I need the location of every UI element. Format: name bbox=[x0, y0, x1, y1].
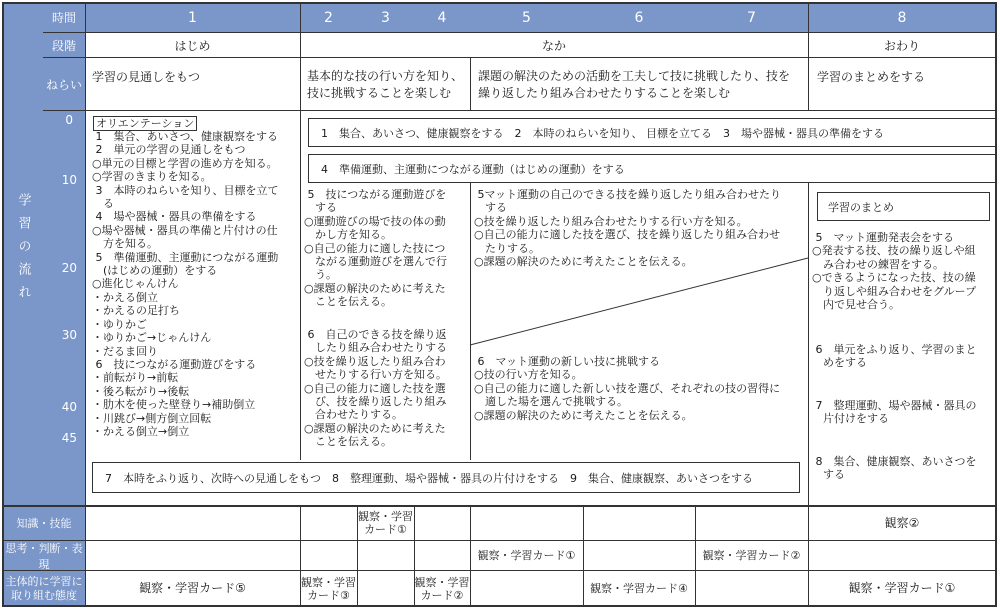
flow-line: する bbox=[474, 201, 507, 215]
stage-middle: なか bbox=[541, 38, 566, 53]
period2-4-flow-a bbox=[304, 188, 447, 309]
flow-line: り返しや組み合わせをグループ bbox=[812, 284, 977, 298]
eval-label-thinking: 思考・判断・表現 bbox=[3, 541, 85, 570]
period2-4-flow-b bbox=[304, 328, 447, 449]
eval-label-knowledge: 知識・技能 bbox=[3, 506, 85, 540]
flow-line: ○進化じゃんけん bbox=[92, 277, 179, 291]
flow-line: する bbox=[304, 201, 337, 215]
flow-line: 適した場を選んで挑戦する。 bbox=[474, 395, 628, 409]
aim-1: 学習の見通しをもつ bbox=[92, 70, 201, 84]
flow-line: ことを伝える。 bbox=[304, 435, 392, 449]
flow-line: 4 場や器械・器具の準備をする bbox=[92, 210, 257, 224]
period-4: 4 bbox=[414, 3, 470, 32]
tick-10: 10 bbox=[61, 173, 77, 187]
aim-3: 課題の解決のための活動を工夫して技に挑戦したり、技を 繰り返したり組み合わせたりすることを楽しむ bbox=[478, 69, 791, 100]
eval-attitude-p6: 観察・学習カード④ bbox=[590, 582, 688, 595]
flow-line: 5マット運動の自己のできる技を繰り返したり組み合わせたり bbox=[474, 188, 782, 201]
orientation-label: オリエンテーション bbox=[93, 116, 197, 131]
stage-label: 段階 bbox=[43, 33, 85, 57]
period-8: 8 bbox=[808, 3, 996, 32]
stage-beginning: はじめ bbox=[174, 38, 211, 53]
eval-knowledge-p3: 観察・学習 カード① bbox=[358, 510, 413, 536]
flow-line: ○自己の能力に適した技につ bbox=[304, 241, 446, 255]
tick-45: 45 bbox=[61, 431, 77, 445]
flow-line: ○場や器械・器具の準備と片付けの仕 bbox=[92, 223, 278, 237]
eval-thinking-p5: 観察・学習カード① bbox=[477, 549, 576, 562]
period1-flow bbox=[92, 130, 279, 438]
period5-7-flow-a bbox=[474, 188, 781, 268]
flow-line: ○課題の解決のために考えた bbox=[304, 281, 446, 295]
aim-label: ねらい bbox=[43, 58, 85, 110]
flow-line: 内で見せ合う。 bbox=[812, 298, 900, 312]
flow-line: ○技を繰り返したり組み合わ bbox=[304, 354, 446, 368]
flow-line: ○運動遊びの場で技の体の動 bbox=[304, 214, 446, 228]
flow-line: う。 bbox=[304, 268, 337, 282]
flow-line: 合わせたりする。 bbox=[304, 408, 403, 422]
flow-line: ○課題の解決のために考えたことを伝える。 bbox=[474, 255, 693, 269]
flow-line: ○自己の能力に適した新しい技を選び、それぞれの技の習得に bbox=[474, 381, 781, 395]
flow-line: ○できるようになった技、技の繰 bbox=[812, 271, 976, 285]
period8-flow-a bbox=[812, 231, 976, 311]
flow-line: 6 自己のできる技を繰り返 bbox=[304, 328, 447, 341]
eval-thinking-p7: 観察・学習カード② bbox=[702, 549, 801, 562]
period-1: 1 bbox=[85, 3, 300, 32]
flow-line: ○発表する技、技の繰り返しや組 bbox=[812, 244, 976, 258]
flow-line: 8 集合、健康観察、あいさつを bbox=[812, 455, 977, 468]
flow-line: ながる運動遊びを選んで行 bbox=[304, 255, 447, 269]
flow-line: 方を知る。 bbox=[92, 237, 158, 251]
period-7: 7 bbox=[695, 3, 808, 32]
flow-line: ・後ろ転がり→後転 bbox=[92, 384, 190, 398]
eval-attitude-p2: 観察・学習 カード③ bbox=[301, 575, 356, 602]
flow-line: 6 マット運動の新しい技に挑戦する bbox=[474, 355, 661, 368]
tick-30: 30 bbox=[61, 328, 77, 342]
flow-line: ○単元の目標と学習の進め方を知る。 bbox=[92, 156, 278, 170]
flow-line: ○課題の解決のために考えた bbox=[304, 421, 446, 435]
period-6: 6 bbox=[583, 3, 695, 32]
tick-40: 40 bbox=[61, 400, 77, 414]
flow-line: たりする。 bbox=[474, 241, 540, 255]
flow-line: 5 準備運動、主運動につながる運動 bbox=[92, 250, 279, 264]
common-start-box: 1 集合、あいさつ、健康観察をする 2 本時のねらいを知り、 目標を立てる 3 場や器械・器具の準備をする bbox=[308, 118, 996, 147]
flow-line: ことを伝える。 bbox=[304, 295, 392, 309]
warmup-box: 4 準備運動、主運動につながる運動（はじめの運動）をする bbox=[308, 154, 996, 183]
flow-line: ・かえる倒立 bbox=[92, 290, 158, 304]
flow-line: ○自己の能力に適した技を選び、技を繰り返したり組み合わせ bbox=[474, 228, 781, 242]
period-2: 2 bbox=[300, 3, 357, 32]
time-label: 時間 bbox=[43, 3, 85, 32]
period-3: 3 bbox=[357, 3, 414, 32]
flow-line: 3 本時のねらいを知り、目標を立て bbox=[92, 183, 279, 197]
flow-line: 6 単元をふり返り、学習のまと bbox=[812, 343, 977, 356]
eval-attitude-p1: 観察・学習カード⑤ bbox=[139, 581, 246, 595]
stage-end: おわり bbox=[883, 38, 920, 53]
flow-line: み合わせの練習をする。 bbox=[812, 257, 944, 271]
period5-7-flow-b bbox=[474, 355, 780, 422]
flow-line: ・肋木を使った壁登り→補助倒立 bbox=[92, 398, 256, 412]
period8-flow-c bbox=[812, 399, 977, 426]
flow-line: したり組み合わせたりする bbox=[304, 341, 447, 355]
flow-line: ・ゆりかご→じゃんけん bbox=[92, 331, 212, 345]
aim-4: 学習のまとめをする bbox=[817, 70, 926, 84]
common-end-box: 7 本時をふり返り、次時への見通しをもつ 8 整理運動、場や器械・器具の片付けをする 9 集合、健康観察、あいさつをする bbox=[92, 462, 800, 493]
eval-label-attitude: 主体的に学習に 取り組む態度 bbox=[3, 571, 85, 606]
flow-line: ・かえるの足打ち bbox=[92, 304, 180, 318]
flow-line: せたりする行い方を知る。 bbox=[304, 368, 447, 382]
tick-0: 0 bbox=[65, 113, 73, 127]
eval-knowledge-p8: 観察② bbox=[884, 515, 920, 530]
tick-20: 20 bbox=[61, 261, 77, 275]
flow-line: かし方を知る。 bbox=[304, 228, 392, 242]
flow-line: ○技を繰り返したり組み合わせたりする行い方を知る。 bbox=[474, 214, 748, 228]
eval-attitude-p8: 観察・学習カード① bbox=[848, 581, 956, 595]
flow-line: (はじめの運動）をする bbox=[92, 264, 218, 278]
flow-line: る bbox=[92, 197, 114, 211]
flow-line: 1 集合、あいさつ、健康観察をする bbox=[92, 130, 279, 143]
flow-line: 2 単元の学習の見通しをもつ bbox=[92, 143, 246, 157]
flow-line: 片付けをする bbox=[812, 412, 889, 426]
flow-line: ・川跳び→側方倒立回転 bbox=[92, 411, 212, 425]
flow-line: ○課題の解決のために考えたことを伝える。 bbox=[474, 408, 693, 422]
flow-line: めをする bbox=[812, 356, 867, 370]
period8-flow-d bbox=[812, 455, 977, 482]
flow-line: ・前転がり→前転 bbox=[92, 371, 179, 385]
flow-line: ○学習のきまりを知る。 bbox=[92, 170, 212, 184]
flow-line: ○技の行い方を知る。 bbox=[474, 368, 583, 382]
summary-box: 学習のまとめ bbox=[817, 192, 990, 221]
flow-line: 7 整理運動、場や器械・器具の bbox=[812, 399, 977, 412]
flow-line: 5 マット運動発表会をする bbox=[812, 231, 955, 244]
flow-line: ・だるま回り bbox=[92, 344, 158, 358]
aim-2: 基本的な技の行い方を知り、 技に挑戦することを楽しむ bbox=[307, 69, 464, 100]
flow-line: び、技を繰り返したり組み bbox=[304, 395, 447, 409]
flow-line: ○自己の能力に適した技を選 bbox=[304, 381, 446, 395]
flow-line: 6 技につながる運動遊びをする bbox=[92, 357, 257, 371]
flow-line: 5 技につながる運動遊びを bbox=[304, 188, 447, 201]
period8-flow-b bbox=[812, 343, 977, 370]
flow-line: ・ゆりかご bbox=[92, 317, 147, 331]
period-5: 5 bbox=[470, 3, 583, 32]
flow-line: ・かえる倒立→倒立 bbox=[92, 424, 190, 438]
eval-attitude-p4: 観察・学習 カード② bbox=[414, 575, 470, 602]
flow-line: する bbox=[812, 468, 845, 482]
flow-label: 学習の流れ bbox=[3, 150, 43, 350]
